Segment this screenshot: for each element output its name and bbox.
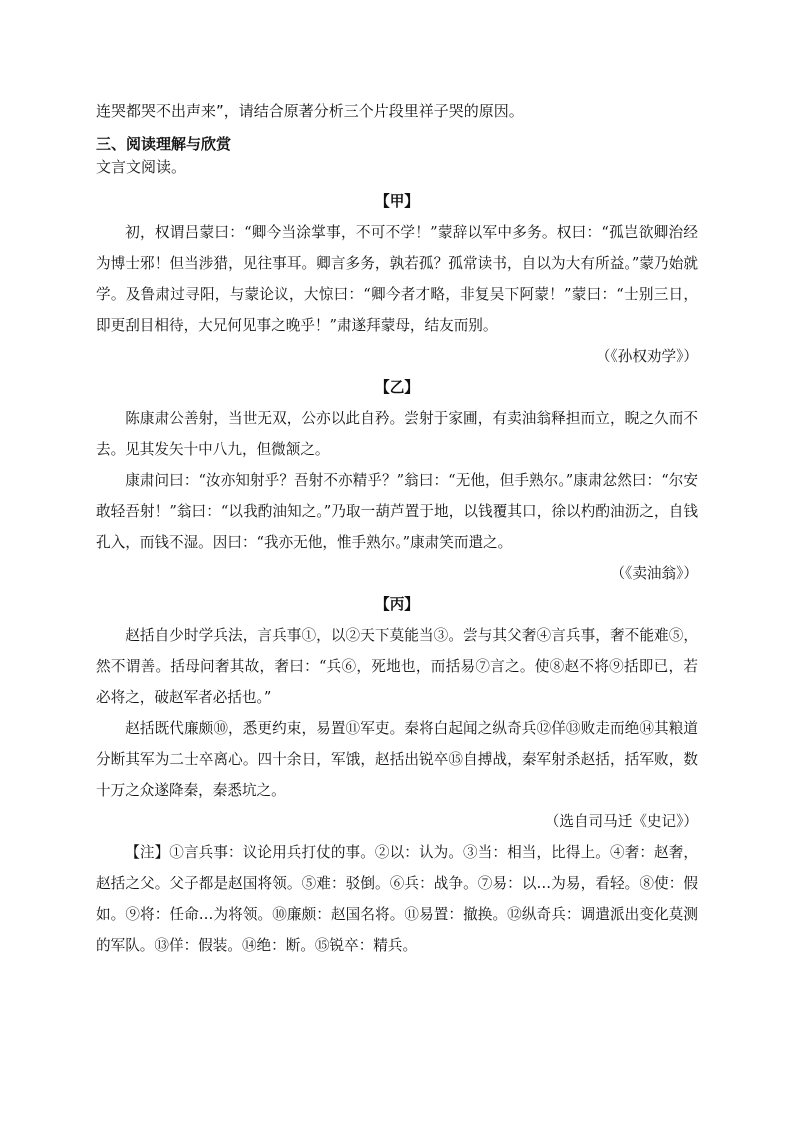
document-page [96, 96, 698, 961]
section-subheading: 文言文阅读。 [96, 158, 187, 176]
passage-yi-source: （《卖油翁》） [610, 565, 698, 582]
passage-yi-text-1: 陈康肃公善射，当世无双，公亦以此自矜。尝射于家圃，有卖油翁释担而立，睨之久而不去。见其发矢十中八九，但微颔之。 [96, 410, 698, 458]
passage-yi-text-2: 康肃问曰：“汝亦知射乎？吾射不亦精乎？”翁曰：“无他，但手熟尔。”康肃忿然曰：“尔安敢轻吾射！”翁曰：“以我酌油知之。”乃取一葫芦置于地，以钱覆其口，徐以杓酌油沥之，自钱孔入，而钱不湿。因曰：“我亦无他，惟手熟尔。”康肃笑而遣之。 [96, 472, 698, 551]
passage-jia-text: 初，权谓吕蒙曰：“卿今当涂掌事，不可不学！”蒙辞以军中多务。权曰：“孤岂欲卿治经为博士邪！但当涉猎，见往事耳。卿言多务，孰若孤？孤常读书，自以为大有所益。”蒙乃始就学。及鲁肃过寻阳，与蒙论议，大惊曰：“卿今者才略，非复吴下阿蒙！”蒙曰：“士别三日，即更刮目相待，大兄何见事之晚乎！”肃遂拜蒙母，结友而别。 [96, 224, 698, 334]
passage-bing-source: （选自司马迁《史记》） [544, 813, 698, 830]
section-heading: 三、阅读理解与欣赏 [96, 135, 232, 153]
passage-jia-source: （《孙权劝学》） [595, 348, 698, 365]
passage-bing-label: 【丙】 [375, 596, 419, 613]
passage-bing-text-2: 赵括既代廉颇⑩，悉更约束，易置⑪军吏。秦将白起闻之纵奇兵⑫佯⑬败走而绝⑭其粮道分断其军为二士卒离心。四十余日，军饿，赵括出锐卒⑮自搏战，秦军射杀赵括，括军败，数十万之众遂降秦，秦悉坑之。 [96, 720, 698, 799]
annotation-notes: 【注】①言兵事：议论用兵打仗的事。②以：认为。③当：相当，比得上。④奢：赵奢，赵括之父。父子都是赵国将领。⑤难：驳倒。⑥兵：战争。⑦易：以…为易，看轻。⑧使：假如。⑨将：任命…为将领。⑩廉颇：赵国名将。⑪易置：撤换。⑫纵奇兵：调遣派出变化莫测的军队。⑬佯：假装。⑭绝：断。⑮锐卒：精兵。 [96, 844, 698, 954]
question-continuation: 连哭都哭不出声来”，请结合原著分析三个片段里祥子哭的原因。 [96, 102, 524, 120]
passage-yi-label: 【乙】 [375, 379, 419, 396]
passage-bing-text-1: 赵括自少时学兵法，言兵事①，以②天下莫能当③。尝与其父奢④言兵事，奢不能难⑤，然不谓善。括母问奢其故，奢曰：“兵⑥，死地也，而括易⑦言之。使⑧赵不将⑨括即已，若必将之，破赵军者必括也。” [96, 627, 698, 706]
passage-jia-label: 【甲】 [375, 193, 419, 210]
